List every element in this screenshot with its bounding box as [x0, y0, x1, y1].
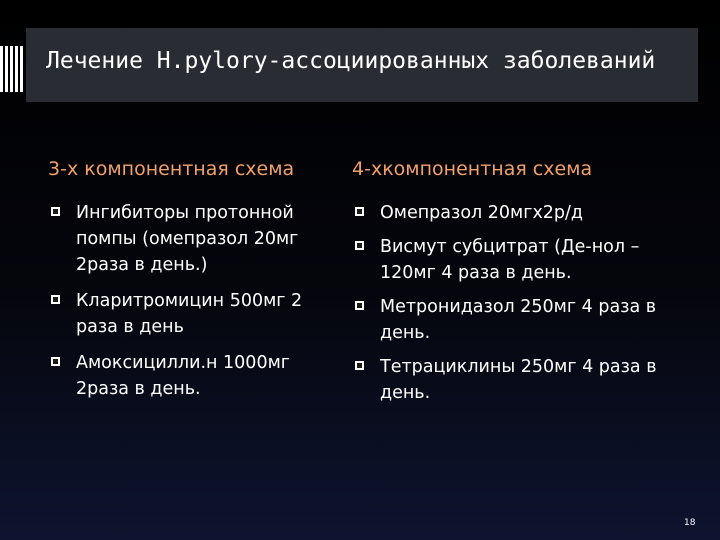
left-column-list — [48, 200, 338, 402]
list-item — [48, 350, 338, 402]
list-item — [352, 294, 682, 346]
slide-title: Лечение H.pylory-ассоциированных заболеваний — [46, 48, 656, 74]
list-item-text: Метронидазол 250мг 4 раза в день. — [380, 297, 657, 343]
left-column — [48, 158, 338, 412]
list-item — [352, 200, 682, 226]
square-bullet-icon — [355, 301, 364, 310]
square-bullet-icon — [51, 295, 60, 304]
list-item — [48, 200, 338, 278]
slide-number: 18 — [684, 518, 696, 528]
list-item-text: Висмут субцитрат (Де-нол – 120мг 4 раза в день. — [380, 237, 640, 283]
square-bullet-icon — [51, 357, 60, 366]
list-item — [48, 288, 338, 340]
list-item-text: Ингибиторы протонной помпы (омепразол 20мг 2раза в день.) — [76, 203, 299, 275]
right-column-heading: 4-хкомпонентная схема — [352, 158, 593, 180]
list-item — [352, 354, 682, 406]
list-item-text: Амоксицилли.н 1000мг 2раза в день. — [76, 353, 290, 399]
left-column-heading: 3-х компонентная схема — [48, 158, 295, 180]
square-bullet-icon — [355, 241, 364, 250]
square-bullet-icon — [355, 207, 364, 216]
list-item-text: Кларитромицин 500мг 2 раза в день — [76, 291, 303, 337]
title-stripes-decoration — [0, 46, 26, 92]
list-item-text: Тетрациклины 250мг 4 раза в день. — [380, 357, 657, 403]
list-item-text: Омепразол 20мгх2р/д — [380, 203, 584, 223]
right-column — [352, 158, 682, 414]
square-bullet-icon — [51, 207, 60, 216]
title-bar — [26, 28, 698, 102]
square-bullet-icon — [355, 361, 364, 370]
list-item — [352, 234, 682, 286]
right-column-list — [352, 200, 682, 406]
